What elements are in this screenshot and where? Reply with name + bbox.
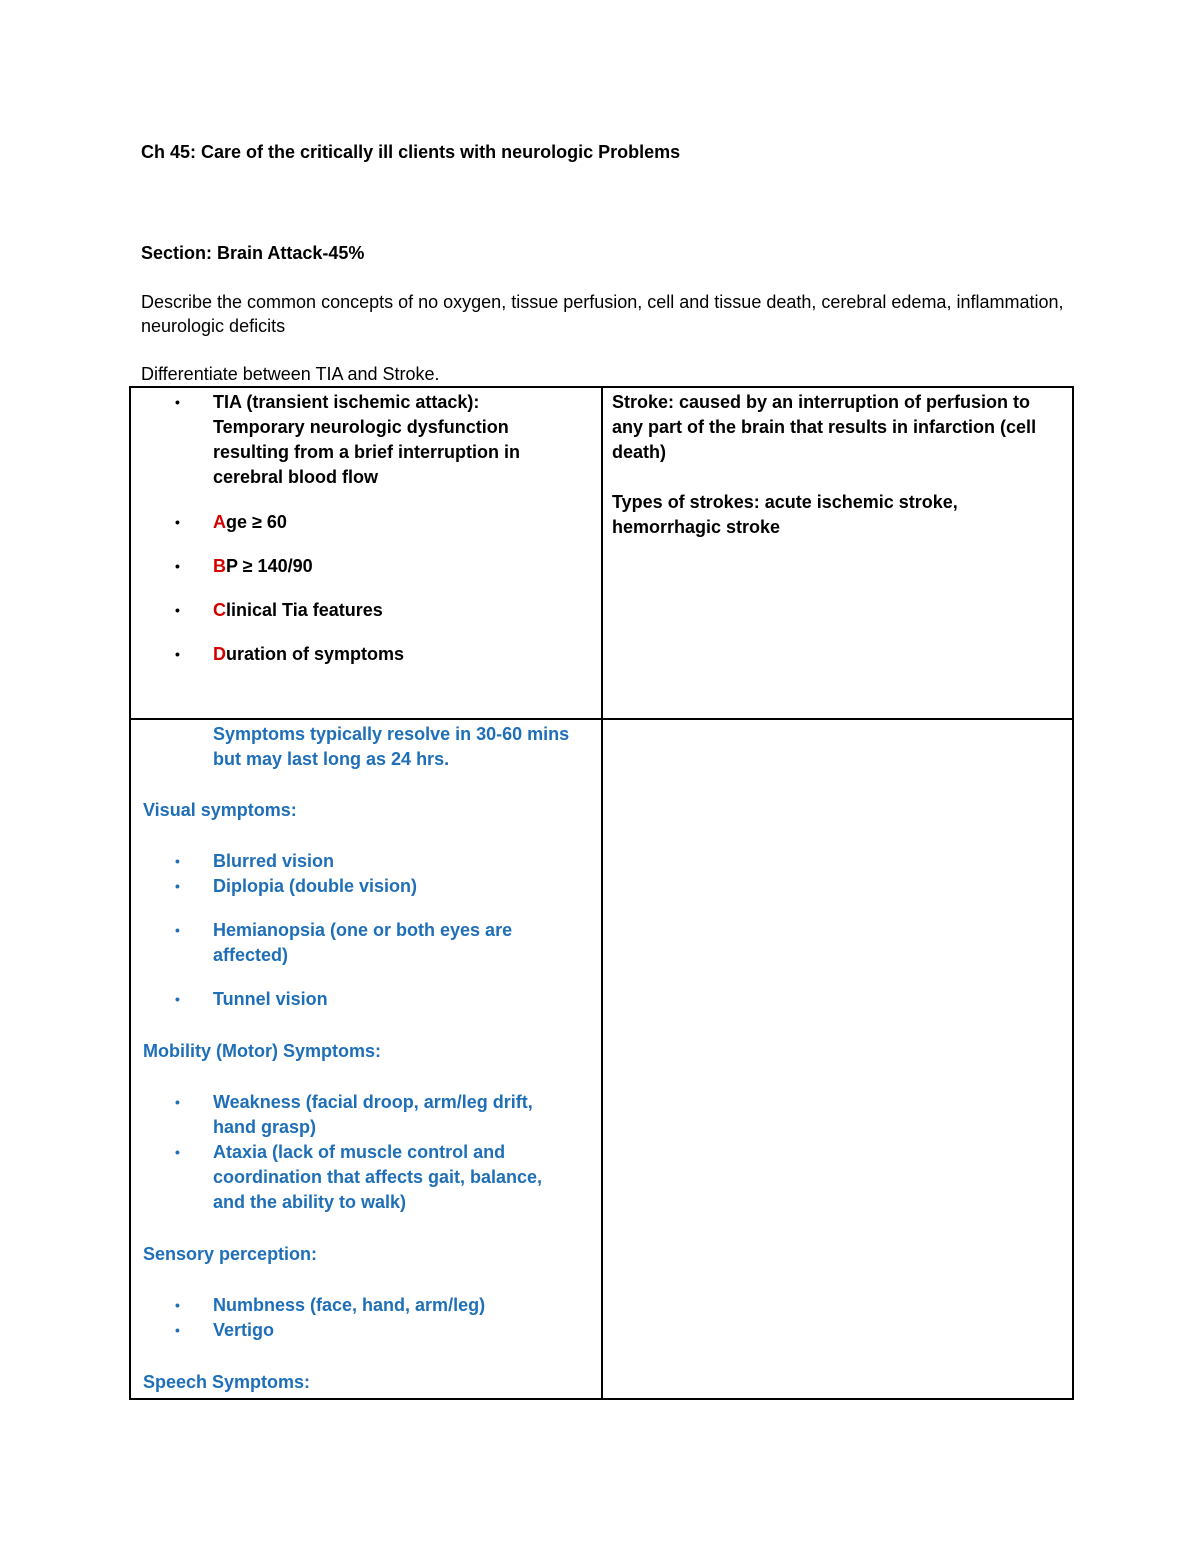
visual-list xyxy=(131,849,601,1012)
sensory-item: Numbness (face, hand, arm/leg) xyxy=(213,1295,486,1315)
list-item xyxy=(131,918,573,968)
stroke-content xyxy=(603,388,1072,540)
differentiate-paragraph: Differentiate between TIA and Stroke. xyxy=(141,364,440,384)
stroke-types: Types of strokes: acute ischemic stroke, hemorrhagic stroke xyxy=(612,492,958,537)
bullet-icon: • xyxy=(175,1144,180,1160)
list-item xyxy=(131,642,573,667)
bullet-icon: • xyxy=(175,991,180,1007)
abcd-letter: A xyxy=(213,512,226,532)
bullet-icon: • xyxy=(175,1297,180,1313)
abcd-text: P ≥ 140/90 xyxy=(226,556,313,576)
list-item xyxy=(131,849,573,874)
visual-item: Tunnel vision xyxy=(213,989,328,1009)
abcd-text: uration of symptoms xyxy=(226,644,405,664)
visual-item: Hemianopsia (one or both eyes are affected) xyxy=(213,920,513,965)
bullet-icon: • xyxy=(175,646,180,662)
bullet-icon: • xyxy=(175,1322,180,1338)
abcd-letter: C xyxy=(213,600,226,620)
sensory-list xyxy=(131,1293,601,1343)
empty-cell xyxy=(602,719,1073,1399)
abcd-letter: D xyxy=(213,644,226,664)
list-item xyxy=(131,554,573,579)
visual-heading: Visual symptoms: xyxy=(143,800,297,820)
symptoms-resolve: Symptoms typically resolve in 30-60 mins but may last long as 24 hrs. xyxy=(213,724,570,769)
section-heading: Section: Brain Attack-45% xyxy=(141,243,365,263)
list-item xyxy=(131,510,573,535)
list-item xyxy=(131,390,573,490)
bullet-icon: • xyxy=(175,878,180,894)
mobility-list xyxy=(131,1090,601,1215)
tia-stroke-table xyxy=(129,386,1074,1400)
list-item xyxy=(131,1140,573,1215)
describe-paragraph: Describe the common concepts of no oxygen, tissue perfusion, cell and tissue death, cerebral edema, inflammation, neurologic deficits xyxy=(141,292,1064,336)
sensory-item: Vertigo xyxy=(213,1320,275,1340)
list-item xyxy=(131,1090,573,1140)
list-item xyxy=(131,1318,573,1343)
list-item xyxy=(131,1293,573,1318)
bullet-icon: • xyxy=(175,394,180,410)
list-item xyxy=(131,874,573,899)
bullet-icon: • xyxy=(175,514,180,530)
tia-list xyxy=(131,390,601,667)
abcd-text: ge ≥ 60 xyxy=(226,512,287,532)
stroke-definition: Stroke: caused by an interruption of perfusion to any part of the brain that results in infarction (cell death) xyxy=(612,392,1037,462)
abcd-text: linical Tia features xyxy=(226,600,383,620)
speech-heading: Speech Symptoms: xyxy=(143,1372,311,1392)
bullet-icon: • xyxy=(175,922,180,938)
table-row xyxy=(130,387,1073,719)
bullet-icon: • xyxy=(175,602,180,618)
table-row xyxy=(130,719,1073,1399)
stroke-cell xyxy=(602,387,1073,719)
bullet-icon: • xyxy=(175,853,180,869)
list-item xyxy=(131,598,573,623)
abcd-letter: B xyxy=(213,556,226,576)
bullet-icon: • xyxy=(175,558,180,574)
mobility-item: Ataxia (lack of muscle control and coordination that affects gait, balance, and the ability to walk) xyxy=(213,1142,543,1212)
page-title: Ch 45: Care of the critically ill clients with neurologic Problems xyxy=(141,142,681,162)
mobility-item: Weakness (facial droop, arm/leg drift, hand grasp) xyxy=(213,1092,533,1137)
sensory-heading: Sensory perception: xyxy=(143,1244,318,1264)
list-item xyxy=(131,987,573,1012)
mobility-heading: Mobility (Motor) Symptoms: xyxy=(143,1041,381,1061)
tia-cell xyxy=(130,387,602,719)
tia-definition: TIA (transient ischemic attack): Temporary neurologic dysfunction resulting from a brief interruption in cerebral blood flow xyxy=(213,392,521,487)
visual-item: Blurred vision xyxy=(213,851,335,871)
bullet-icon: • xyxy=(175,1094,180,1110)
visual-item: Diplopia (double vision) xyxy=(213,876,417,896)
symptoms-cell xyxy=(130,719,602,1399)
